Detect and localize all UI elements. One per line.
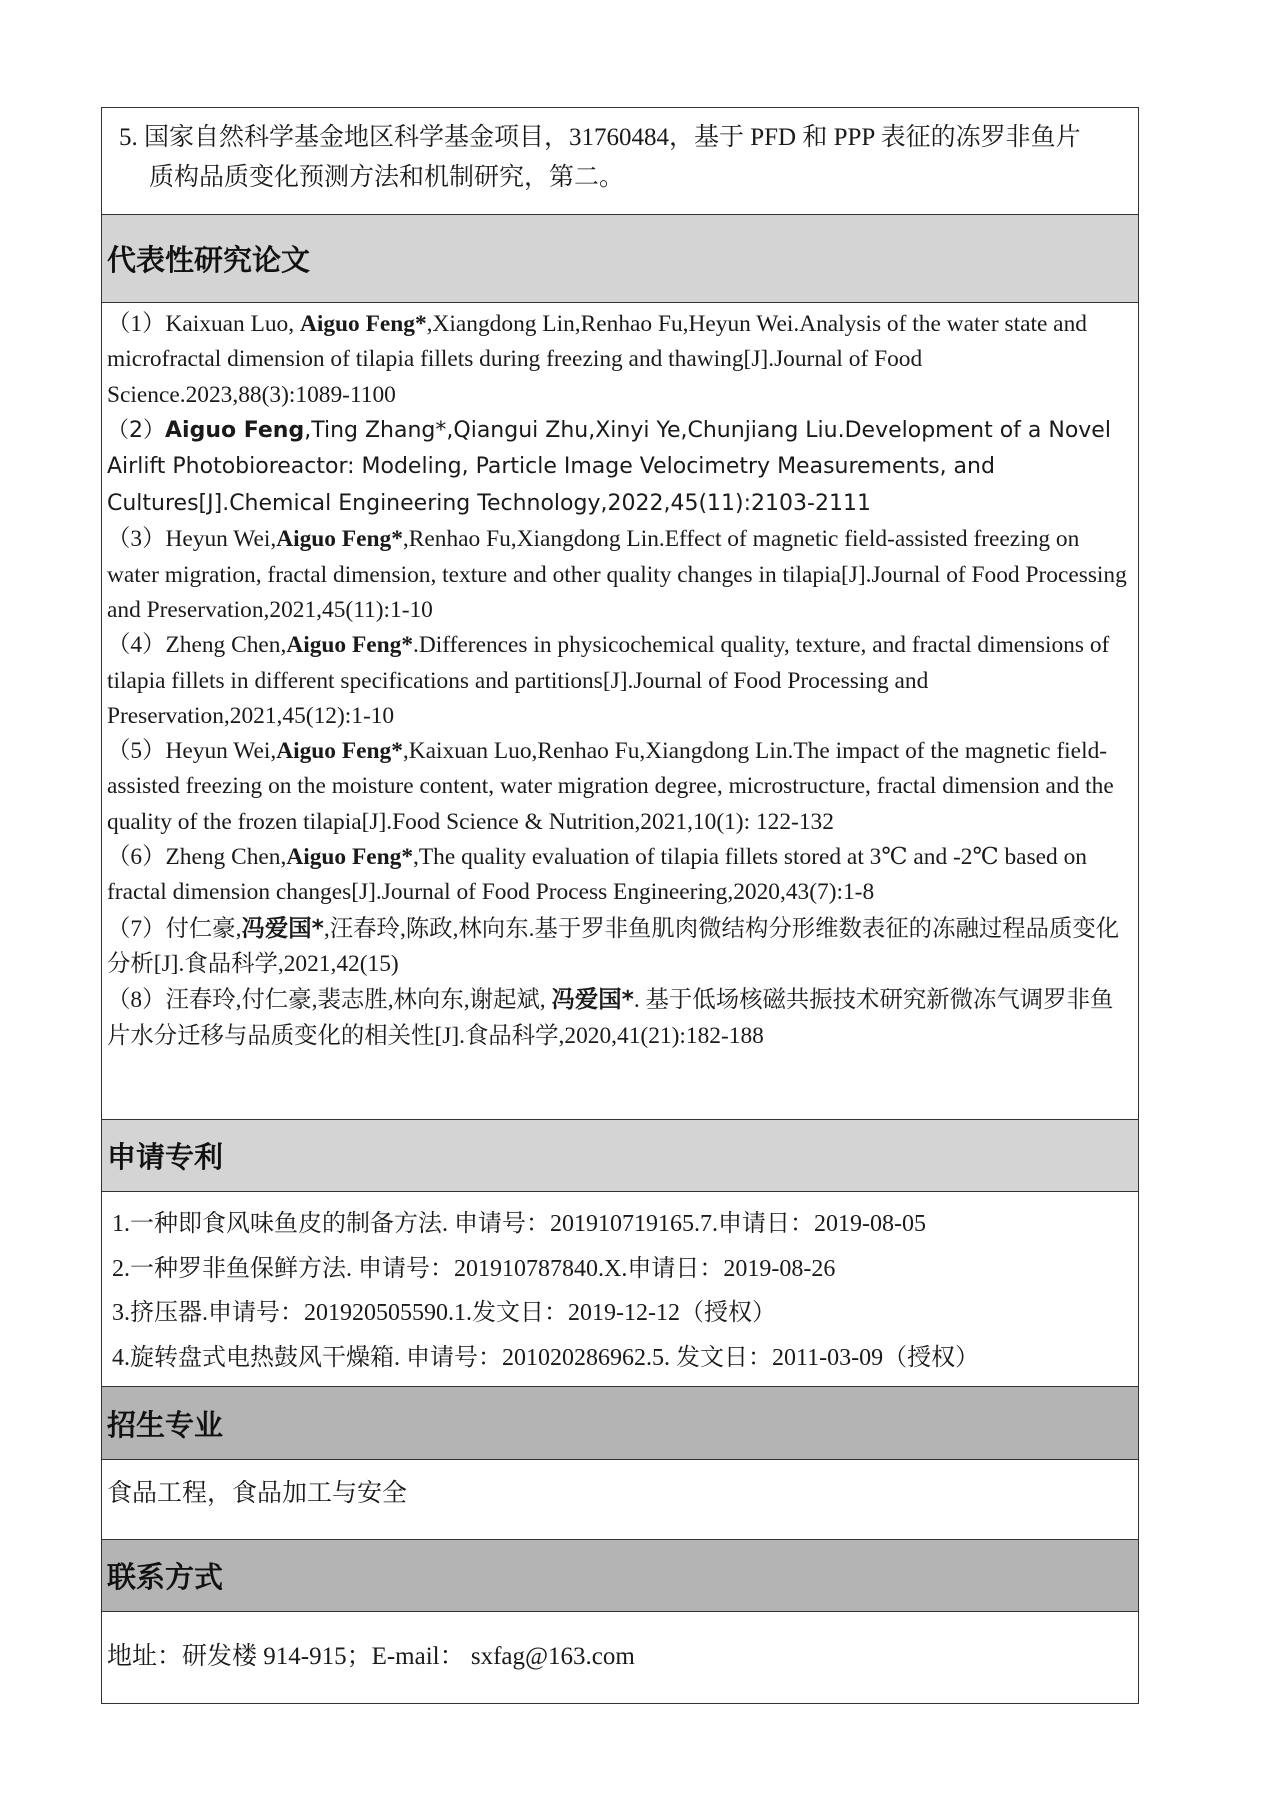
paper-number: （7） [107, 915, 166, 942]
paper-details: ,Renhao Fu,Xiangdong Lin.Effect of magnetic field-assisted freezing on water migration, fractal dimension, texture and other quality changes in tilapia[J].Journal of Food Processing and Preservation,2021,45(11):1-10 [107, 526, 1127, 623]
contact-cell [102, 1612, 1138, 1703]
paper-authors-before: Kaixuan Luo, [165, 311, 300, 337]
patents-list [102, 1192, 1138, 1387]
patent-item: 4.旋转盘式电热鼓风干燥箱. 申请号：201020286962.5. 发文日：2011-03-09（授权） [112, 1344, 980, 1371]
paper-entry [107, 840, 1132, 911]
paper-highlight-author: Aiguo Feng* [286, 632, 414, 659]
paper-details: ,Ting Zhang*,Qiangui Zhu,Xinyi Ye,Chunjiang Liu.Development of a Novel Airlift Photobioreactor: Modeling, Particle Image Velocimetry Measurements, and Cultures[J].Chemical Engineering Technology,2022,45(11):2103-2111 [107, 417, 1111, 516]
paper-number: （2） [107, 417, 165, 443]
majors-cell [102, 1460, 1138, 1540]
patent-item: 1.一种即食风味鱼皮的制备方法. 申请号：201910719165.7.申请日：2019-08-05 [112, 1211, 926, 1237]
paper-details: ,The quality evaluation of tilapia fillets stored at 3℃ and -2℃ based on fractal dimension changes[J].Journal of Food Process Engineering,2020,43(7):1-8 [107, 844, 1087, 906]
paper-entry [107, 628, 1132, 734]
paper-details: ,Xiangdong Lin,Renhao Fu,Heyun Wei.Analysis of the water state and microfractal dimension of tilapia fillets during freezing and thawing[J].Journal of Food Science.2023,88(3):1089-1100 [107, 311, 1087, 408]
patent-item: 3.挤压器.申请号：201920505590.1.发文日：2019-12-12（授权） [112, 1300, 776, 1326]
paper-entry [107, 522, 1132, 628]
project-line-1: 5. 国家自然科学基金地区科学基金项目，31760484，基于 PFD 和 PPP 表征的冻罗非鱼片 [119, 124, 1081, 151]
paper-highlight-author: Aiguo Feng* [299, 311, 427, 337]
majors-section-title: 招生专业 [107, 1407, 224, 1442]
paper-highlight-author: 冯爱国* [241, 913, 324, 942]
paper-highlight-author: Aiguo Feng* [276, 526, 403, 553]
patents-section-header [102, 1120, 1138, 1192]
paper-entry [107, 734, 1132, 840]
paper-authors-before: 汪春玲,付仁豪,裴志胜,林向东,谢起斌, [165, 987, 552, 1014]
paper-entry [107, 307, 1132, 413]
contact-section-title: 联系方式 [107, 1560, 224, 1594]
paper-entry [107, 413, 1132, 523]
paper-details: . 基于低场核磁共振技术研究新微冻气调罗非鱼片水分迁移与品质变化的相关性[J].食品科学,2020,41(21):182-188 [107, 987, 1114, 1049]
paper-entry [107, 911, 1132, 983]
paper-authors-before: Zheng Chen, [165, 632, 287, 659]
paper-number: （1） [107, 311, 166, 337]
patent-item: 2.一种罗非鱼保鲜方法. 申请号：201910787840.X.申请日：2019-08-26 [112, 1255, 836, 1282]
paper-number: （5） [107, 738, 166, 765]
paper-number: （8） [107, 987, 166, 1014]
paper-highlight-author: 冯爱国* [551, 985, 634, 1014]
paper-entry [107, 982, 1132, 1054]
document-table [101, 107, 1139, 1704]
majors-text: 食品工程，食品加工与安全 [107, 1478, 408, 1507]
papers-section-title: 代表性研究论文 [107, 243, 311, 277]
project-cell [102, 108, 1138, 215]
paper-highlight-author: Aiguo Feng* [276, 738, 403, 765]
project-line-2: 质构品质变化预测方法和机制研究，第二。 [149, 164, 625, 191]
paper-details: ,汪春玲,陈政,林向东.基于罗非鱼肌肉微结构分形维数表征的冻融过程品质变化分析[J].食品科学,2021,42(15) [107, 915, 1120, 977]
majors-section-header [102, 1387, 1138, 1460]
paper-authors-before: Heyun Wei, [165, 738, 277, 765]
paper-authors-before: Heyun Wei, [165, 526, 277, 553]
paper-details: ,Kaixuan Luo,Renhao Fu,Xiangdong Lin.The impact of the magnetic field-assisted freezing on the moisture content, water migration degree, microstructure, fractal dimension and the quality of the frozen tilapia[J].Food Science & Nutrition,2021,10(1): 122-132 [107, 738, 1114, 835]
paper-highlight-author: Aiguo Feng* [286, 844, 414, 871]
contact-text: 地址：研发楼 914-915；E-mail： sxfag@163.com [107, 1643, 635, 1670]
papers-section-header [102, 215, 1138, 303]
paper-highlight-author: Aiguo Feng [165, 417, 305, 443]
patents-section-title: 申请专利 [107, 1140, 224, 1174]
paper-number: （4） [107, 632, 166, 659]
paper-number: （3） [107, 526, 166, 553]
paper-authors-before: 付仁豪, [165, 915, 242, 942]
papers-list [102, 303, 1138, 1120]
contact-section-header [102, 1540, 1138, 1612]
paper-authors-before: Zheng Chen, [165, 844, 287, 871]
paper-details: .Differences in physicochemical quality, texture, and fractal dimensions of tilapia fillets in different specifications and partitions[J].Journal of Food Processing and Preservation,2021,45(12):1-10 [107, 632, 1110, 729]
paper-number: （6） [107, 844, 166, 871]
